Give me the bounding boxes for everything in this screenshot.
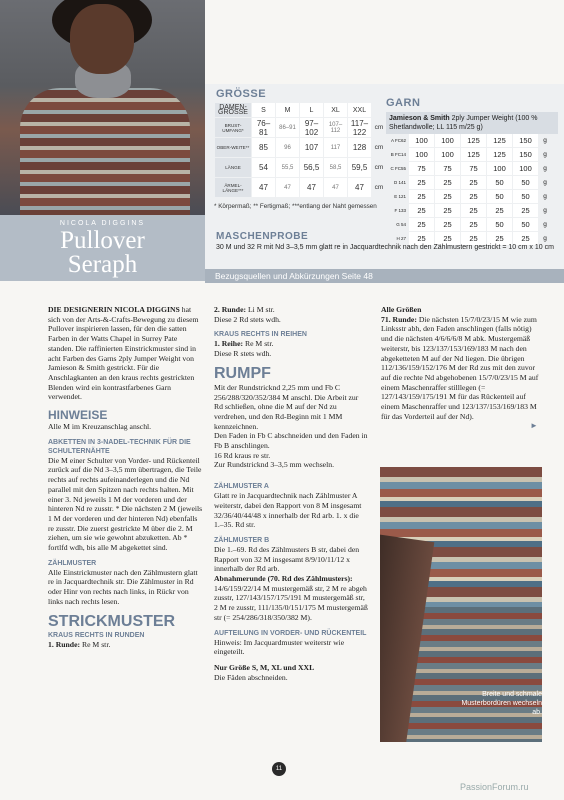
cell: 85: [252, 138, 275, 157]
cell: 25: [513, 232, 538, 245]
abnahmerunde: Abnahmerunde (70. Rd des Zählmusters): 14/6/159/22/14 M mustergemäß str, 2 M re abgeh zusstr, 127/143/157/175/191 M mustergemäß str, 2 M re zusstr, 111/135/0/151/175 M mustergemäß str (= 254/286/318/350/382 M).: [214, 574, 368, 622]
unit: cm: [374, 144, 384, 151]
size-col: L: [300, 103, 323, 117]
yarn-code: F 133: [386, 204, 408, 217]
table-row: [386, 162, 551, 175]
runde-71: 71. Runde: Die nächsten 15/7/0/23/15 M wie zum Linksstr abh, den Faden anschlingen (falls nötig) und die nächsten 4/6/6/6/8 M abk. Mustergemäß weiterstr, bis 123/137/153/169/183 M nach den abgeketteten M auf der Nd liegen. Die übrigen 112/136/159/152/176 M der Rd zus mit den zuvor auf die rechte Nd abgehobenen 15/7/0/23/15 M auf einem Maschenraffer stilllegen (= 127/143/159/175/191 M für das Rückenteil auf einem Maschenraffer und 123/137/153/169/183 M für das Vorderteil auf der Nd).: [381, 314, 539, 421]
cell: 59,5: [348, 158, 371, 177]
continue-arrow-icon: ►: [530, 421, 538, 430]
cell: 47: [324, 178, 347, 197]
size-header-label: DAMEN-GRÖSSE: [215, 103, 251, 117]
yarn-code: C FC55: [386, 162, 408, 175]
size-col: M: [276, 103, 299, 117]
yarn-code: E 121: [386, 190, 408, 203]
abketten-heading: ABKETTEN IN 3-NADEL-TECHNIK FÜR DIE SCHULTERNÄHTE: [48, 438, 191, 455]
zaehlmuster-a-heading: ZÄHLMUSTER A: [214, 483, 269, 491]
table-row: [215, 103, 386, 117]
intro-text: hat sich von der Arts-&-Crafts-Bewegung zu diesem Pullover inspirieren lassen, für den die satten Farben in der Watts Chapel in Surrey Pate standen. Die raffinierten Einstrickmuster sind in acht Farben des Garns 2ply Jumper Weight von Jamieson & Smith gestrickt. Für die Anschlagkanten an den kraus rechts gestrickten Blenden wird ein kontrastfarbenes Garn verwendet.: [48, 305, 199, 402]
intro-paragraph: [48, 305, 203, 402]
cell: 25: [461, 232, 486, 245]
cell: 100: [513, 162, 538, 175]
cell: 100: [435, 148, 460, 161]
cell: 56,5: [300, 158, 323, 177]
gauge-title: MASCHENPROBE: [216, 231, 309, 242]
cell: 117–122: [348, 118, 371, 137]
abketten-text: Die M einer Schulter von Vorder- und Rückenteil zurück auf die Nd 3–3,5 mm übertragen, die Teile rechts auf rechts aufeinanderlegen und die Nd parallel mit den Spitzen nach rechts halten. Mit einer 3. Nd jeweils 1 M der vorderen und der hinteren Nd re zusstr. * Die nächsten 2 M (jeweils 1 M der vorderen und der hinteren Nd) ebenfalls re zusstr. Die zuerst gestrickte M über die 2. M ziehen, um sie wie gewohnt abzuketten. Ab * fortlfd wdh, bis alle M abgekettet sind.: [48, 455, 203, 553]
unit: cm: [374, 124, 384, 131]
yarn-brand: Jamieson & Smith: [389, 115, 450, 122]
runde-2: 2. Runde: Li M str.: [214, 305, 275, 314]
kraus-runde-1: 1. Runde: Re M str.: [48, 639, 111, 649]
rumpf-heading: RUMPF: [214, 364, 271, 382]
unit: g: [543, 179, 547, 186]
cell: 50: [487, 190, 512, 203]
cell: 100: [409, 134, 434, 147]
cell: 125: [461, 148, 486, 161]
table-row: [386, 134, 551, 147]
cell: 100: [487, 162, 512, 175]
model-photo: [0, 0, 205, 215]
sizes-table: [214, 102, 387, 198]
cell: 25: [513, 204, 538, 217]
cell: 25: [435, 204, 460, 217]
yarn-title: GARN: [386, 97, 421, 109]
cell: 100: [409, 148, 434, 161]
cell: 25: [435, 218, 460, 231]
row-label: OBER-WEITE**: [215, 138, 251, 157]
sizes-title: GRÖSSE: [216, 88, 267, 100]
cell: 97–102: [300, 118, 323, 137]
kraus-runden-heading: KRAUS RECHTS IN RUNDEN: [48, 631, 145, 639]
cell: 86–91: [276, 118, 299, 137]
pattern-title: [0, 229, 205, 277]
watermark: PassionForum.ru: [460, 782, 529, 792]
cell: 107–112: [324, 118, 347, 137]
unit: g: [543, 207, 547, 214]
bezug-bar: Bezugsquellen und Abkürzungen Seite 48: [205, 269, 564, 283]
cell: 75: [461, 162, 486, 175]
table-row: [386, 204, 551, 217]
column-3: [381, 305, 541, 421]
zaehlmuster-b-heading: ZÄHLMUSTER B: [214, 536, 270, 544]
cell: 75: [409, 162, 434, 175]
cell: 100: [435, 134, 460, 147]
strickmuster-heading: STRICKMUSTER: [48, 612, 176, 630]
unit: g: [543, 235, 547, 242]
designer-tag: NICOLA DIGGINS: [59, 220, 146, 227]
table-row: [386, 148, 551, 161]
cell: 25: [461, 176, 486, 189]
cell: 107: [300, 138, 323, 157]
cell: 125: [487, 148, 512, 161]
photo-caption: Breite und schmale Musterbordüren wechseln ab.: [461, 691, 542, 716]
cell: 25: [409, 176, 434, 189]
unit: cm: [374, 184, 384, 191]
aufteilung-heading: AUFTEILUNG IN VORDER- UND RÜCKENTEIL: [214, 629, 367, 637]
yarn-description: [386, 112, 558, 134]
yarn-table: [385, 133, 552, 246]
cell: 47: [348, 178, 371, 197]
cell: 47: [252, 178, 275, 197]
kraus-reihen-heading: KRAUS RECHTS IN REIHEN: [214, 331, 307, 339]
cell: 25: [461, 218, 486, 231]
aufteilung-text: Hinweis: Im Jacquardmuster weiterstr wie eingeteilt.: [214, 637, 345, 657]
row-label: BRUST-UMFANG*: [215, 118, 251, 137]
cell: 25: [409, 190, 434, 203]
size-col: XL: [324, 103, 347, 117]
cell: 54: [252, 158, 275, 177]
rumpf-text-4: Zur Rundstricknd 3–3,5 mm wechseln.: [214, 460, 334, 470]
intro-lead: DIE DESIGNERIN NICOLA DIGGINS: [48, 305, 180, 314]
cell: 25: [461, 204, 486, 217]
size-footnote: * Körpermaß; ** Fertigmaß; ***entlang der Naht gemessen: [214, 203, 377, 210]
title-line-2: Seraph: [67, 251, 138, 278]
reihe-1: 1. Reihe: Re M str.: [214, 339, 274, 349]
yarn-detail: 2ply Jumper Weight (100 % Shetlandwolle; LL 115 m/25 g): [389, 115, 538, 131]
unit: cm: [374, 164, 384, 171]
page-number: 11: [272, 762, 286, 776]
yarn-code: H 27: [386, 232, 408, 245]
rumpf-text-1: Mit der Rundstricknd 2,25 mm und Fb C 256/288/320/352/384 M anschl. Die Arbeit zur Rd schließen, ohne die M auf der Nd zu verdrehen, und den Rd-Beginn mit 1 MM kennzeichnen.: [214, 382, 359, 431]
column-2: [214, 305, 369, 682]
table-row: [215, 178, 386, 197]
unit: g: [543, 221, 547, 228]
cell: 128: [348, 138, 371, 157]
zaehlmuster-b-text: Die 1.–69. Rd des Zählmusters B str, dabei den Rapport von 32 M insgesamt 8/9/10/11/12 x innerhalb der Rd arb.: [214, 544, 360, 574]
zaehlmuster-heading: ZÄHLMUSTER: [48, 559, 97, 567]
yarn-code: G 54: [386, 218, 408, 231]
size-col: S: [252, 103, 275, 117]
hinweise-heading: HINWEISE: [48, 408, 108, 423]
row-label: LÄNGE: [215, 158, 251, 177]
table-row: [386, 176, 551, 189]
cell: 50: [513, 190, 538, 203]
cell: 58,5: [324, 158, 347, 177]
gauge-text: 30 M und 32 R mit Nd 3–3,5 mm glatt re in Jacquardtechnik nach den Zählmustern gestrickt = 10 cm x 10 cm: [216, 244, 554, 251]
cell: 96: [276, 138, 299, 157]
row-label: ÄRMEL-LÄNGE***: [215, 178, 251, 197]
cell: 150: [513, 134, 538, 147]
yarn-code: A FC62: [386, 134, 408, 147]
cell: 25: [409, 232, 434, 245]
unit: g: [543, 151, 547, 158]
alle-groessen: Alle Größen: [381, 305, 422, 314]
zaehlmuster-a-text: Glatt re in Jacquardtechnik nach Zählmuster A weiterstr, dabei den Rapport von 8 M insgesamt 32/36/40/44/48 x innerhalb der Rd arb. 1. x die 1.–35. Rd str.: [214, 491, 362, 530]
cell: 25: [487, 232, 512, 245]
nur-groesse-text: Die Fäden abschneiden.: [214, 672, 288, 682]
cell: 25: [409, 204, 434, 217]
cell: 125: [487, 134, 512, 147]
unit: g: [543, 165, 547, 172]
cell: 55,5: [276, 158, 299, 177]
table-row: [215, 118, 386, 137]
cell: 50: [513, 218, 538, 231]
yarn-code: B FC14: [386, 148, 408, 161]
rumpf-text-3: 16 Rd kraus re str.: [214, 450, 271, 460]
cell: 76–81: [252, 118, 275, 137]
rumpf-text-2: Den Faden in Fb C abschneiden und den Faden in Fb B anschlingen.: [214, 431, 368, 451]
cell: 150: [513, 148, 538, 161]
reihe-repeat: Diese R stets wdh.: [214, 349, 272, 359]
column-1: [48, 305, 203, 649]
cell: 50: [513, 176, 538, 189]
table-row: [215, 138, 386, 157]
table-row: [386, 218, 551, 231]
cell: 25: [409, 218, 434, 231]
zaehlmuster-text: Alle Einstrickmuster nach den Zählmustern glatt re in Jacquardtechnik str. Die Zählmuster in Rd oder Hinr von rechts nach links, in Rückr von links nach rechts lesen.: [48, 567, 198, 606]
hinweise-text: Alle M im Kreuzanschlag anschl.: [48, 422, 152, 432]
cell: 125: [461, 134, 486, 147]
table-row: [215, 158, 386, 177]
yarn-code: D 141: [386, 176, 408, 189]
cell: 50: [487, 176, 512, 189]
cell: 50: [487, 218, 512, 231]
cell: 75: [435, 162, 460, 175]
cell: 47: [300, 178, 323, 197]
nur-groesse: Nur Größe S, M, XL und XXL: [214, 662, 315, 672]
cell: 47: [276, 178, 299, 197]
cell: 25: [461, 190, 486, 203]
unit: g: [543, 193, 547, 200]
size-col: XXL: [348, 103, 371, 117]
cell: 117: [324, 138, 347, 157]
cell: 25: [487, 204, 512, 217]
cell: 25: [435, 190, 460, 203]
title-line-1: Pullover: [60, 227, 145, 254]
cell: 25: [435, 232, 460, 245]
cell: 25: [435, 176, 460, 189]
unit: g: [543, 137, 547, 144]
runde-repeat: Diese 2 Rd stets wdh.: [214, 314, 281, 324]
table-row: [386, 190, 551, 203]
